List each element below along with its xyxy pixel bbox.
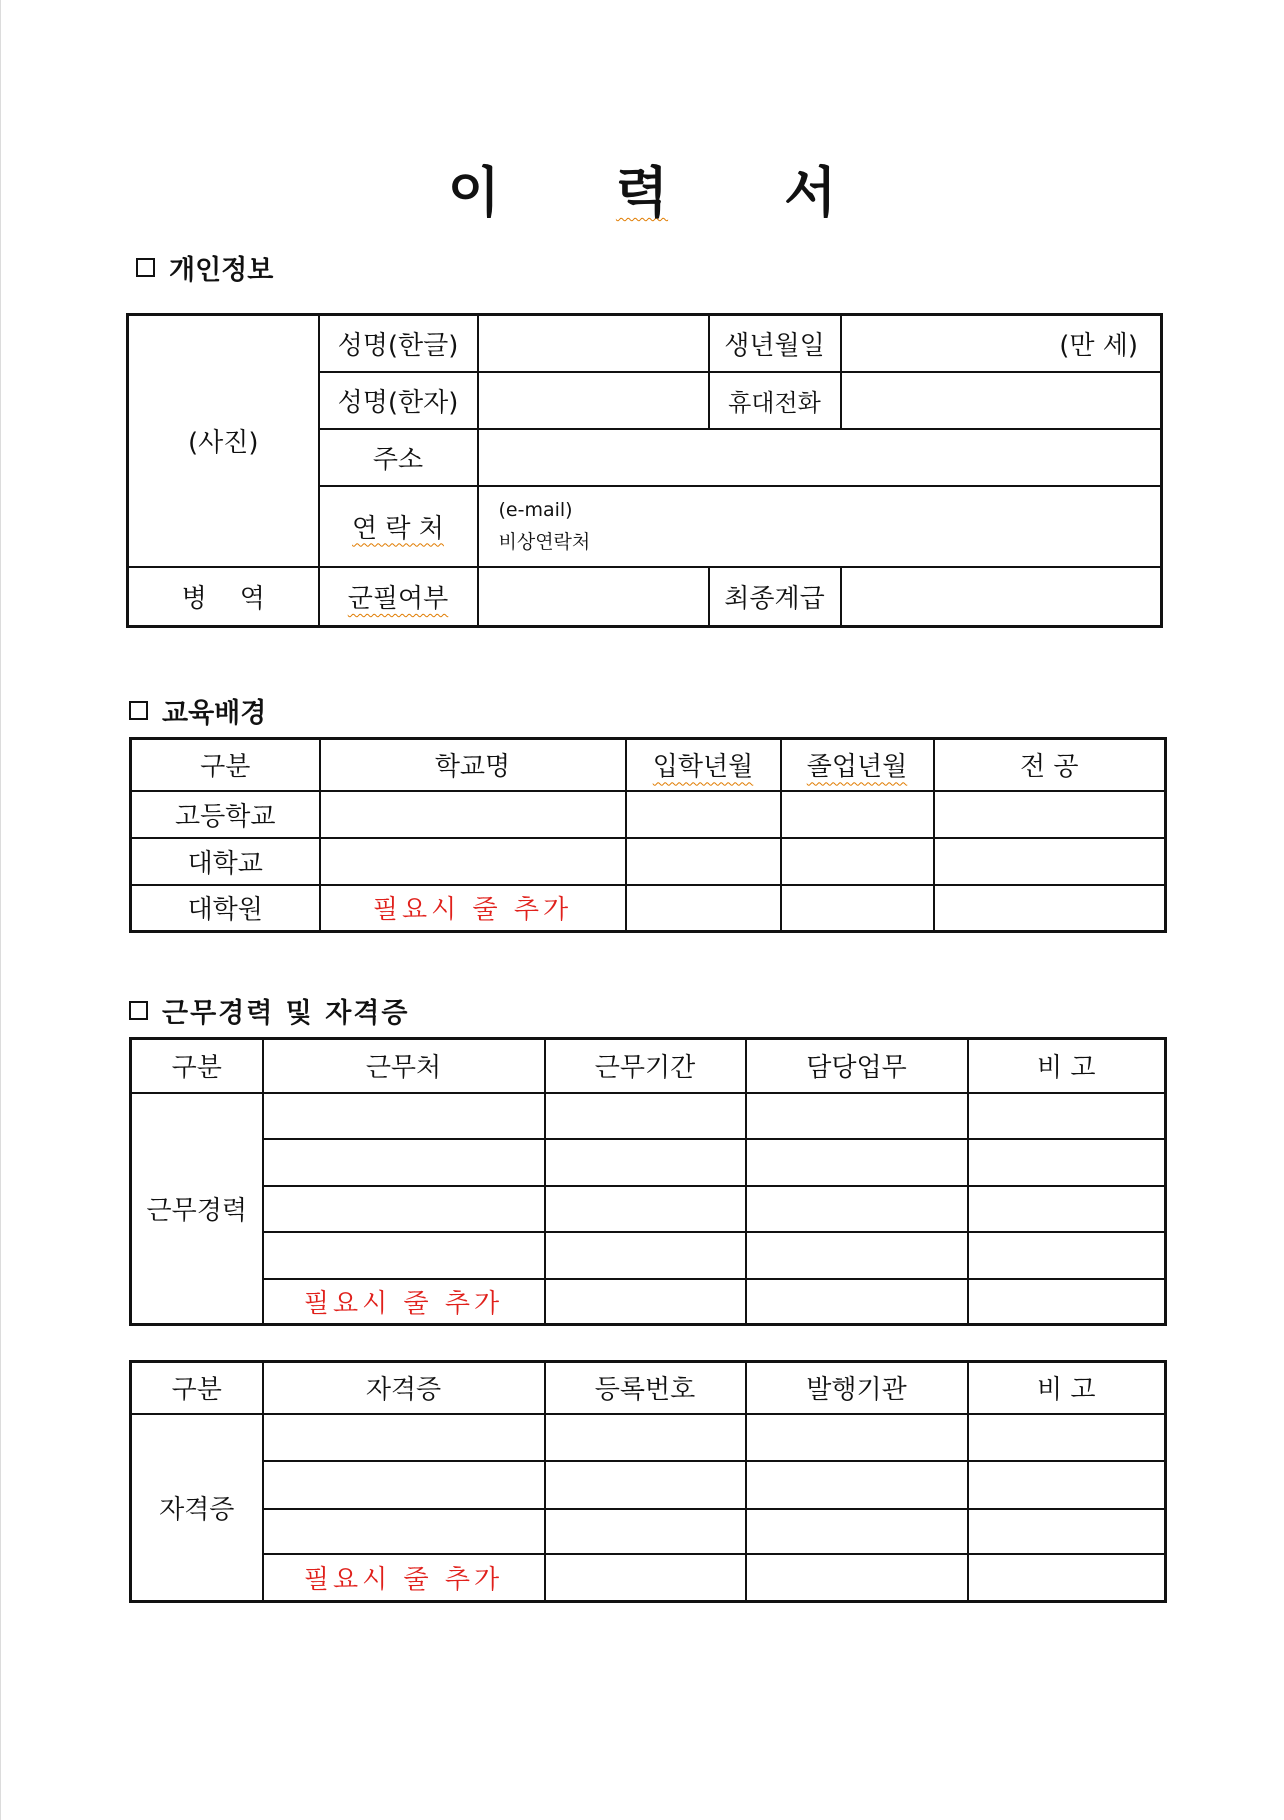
rank-field[interactable] — [841, 567, 1162, 627]
career-cell[interactable] — [968, 1139, 1166, 1186]
edu-cell[interactable] — [781, 885, 934, 932]
career-cell[interactable] — [263, 1232, 545, 1279]
career-cell[interactable] — [968, 1279, 1166, 1325]
license-cell[interactable] — [545, 1509, 746, 1554]
career-cell[interactable] — [545, 1186, 746, 1232]
edu-header-admit-text: 입학년월 — [652, 752, 754, 783]
edu-cell[interactable] — [626, 838, 781, 885]
edu-add-row-hint: 필요시 줄 추가 — [320, 885, 626, 932]
career-header-type: 구분 — [131, 1039, 263, 1093]
license-header-name: 자격증 — [263, 1362, 545, 1414]
license-header-number: 등록번호 — [545, 1362, 746, 1414]
mobile-field[interactable] — [841, 372, 1162, 429]
rank-label: 최종계급 — [709, 567, 841, 627]
contact-field[interactable] — [478, 486, 1162, 567]
edu-cell[interactable] — [781, 791, 934, 838]
military-done-field[interactable] — [478, 567, 709, 627]
edu-header-grad — [781, 739, 934, 791]
edu-cell[interactable] — [934, 838, 1166, 885]
career-table — [129, 1037, 1167, 1326]
section-career-title — [129, 991, 409, 1030]
license-cell[interactable] — [746, 1414, 968, 1461]
edu-cell[interactable] — [626, 791, 781, 838]
career-cell[interactable] — [263, 1186, 545, 1232]
career-cell[interactable] — [746, 1232, 968, 1279]
address-label: 주소 — [319, 429, 478, 486]
page-title — [0, 150, 1284, 227]
education-table — [129, 737, 1167, 933]
career-group-label: 근무경력 — [131, 1093, 263, 1325]
title-char-3: 서 — [784, 161, 837, 224]
license-cell[interactable] — [545, 1414, 746, 1461]
address-field[interactable] — [478, 429, 1162, 486]
name-kr-field[interactable] — [478, 315, 709, 372]
edu-row-high-label: 고등학교 — [131, 791, 320, 838]
section-personal-title — [136, 248, 273, 287]
edu-header-school: 학교명 — [320, 739, 626, 791]
photo-cell[interactable]: (사진) — [128, 315, 319, 567]
license-header-type: 구분 — [131, 1362, 263, 1414]
contact-label-text: 연 락 처 — [352, 513, 444, 544]
license-cell[interactable] — [968, 1509, 1166, 1554]
license-cell[interactable] — [545, 1554, 746, 1602]
title-char-1: 이 — [447, 161, 500, 224]
license-group-label: 자격증 — [131, 1414, 263, 1602]
contact-label — [319, 486, 478, 567]
license-table — [129, 1360, 1167, 1603]
edu-header-grad-text: 졸업년월 — [806, 752, 908, 783]
birth-label: 생년월일 — [709, 315, 841, 372]
edu-cell[interactable] — [781, 838, 934, 885]
mobile-label: 휴대전화 — [709, 372, 841, 429]
checkbox-icon — [129, 701, 148, 720]
edu-cell[interactable] — [320, 791, 626, 838]
career-header-duty: 담당업무 — [746, 1039, 968, 1093]
license-add-row-hint: 필요시 줄 추가 — [263, 1554, 545, 1602]
edu-cell[interactable] — [320, 838, 626, 885]
edu-cell[interactable] — [934, 791, 1166, 838]
edu-header-type: 구분 — [131, 739, 320, 791]
career-cell[interactable] — [968, 1093, 1166, 1139]
career-cell[interactable] — [263, 1093, 545, 1139]
checkbox-icon — [129, 1001, 148, 1020]
name-hanja-label: 성명(한자) — [319, 372, 478, 429]
section-education-label: 교육배경 — [162, 698, 267, 729]
edu-cell[interactable] — [934, 885, 1166, 932]
license-cell[interactable] — [746, 1554, 968, 1602]
career-cell[interactable] — [968, 1186, 1166, 1232]
license-cell[interactable] — [263, 1461, 545, 1509]
license-header-issuer: 발행기관 — [746, 1362, 968, 1414]
license-cell[interactable] — [968, 1461, 1166, 1509]
birth-field[interactable]: (만 세) — [841, 315, 1162, 372]
license-cell[interactable] — [545, 1461, 746, 1509]
section-education-title — [129, 691, 266, 730]
section-career-label: 근무경력 및 자격증 — [162, 998, 410, 1029]
edu-row-univ-label: 대학교 — [131, 838, 320, 885]
license-cell[interactable] — [746, 1509, 968, 1554]
license-cell[interactable] — [968, 1414, 1166, 1461]
edu-header-major: 전 공 — [934, 739, 1166, 791]
license-cell[interactable] — [746, 1461, 968, 1509]
section-personal-label: 개인정보 — [169, 255, 274, 286]
military-label: 병 역 — [128, 567, 319, 627]
military-done-text: 군필여부 — [347, 583, 449, 614]
career-cell[interactable] — [545, 1279, 746, 1325]
name-kr-label: 성명(한글) — [319, 315, 478, 372]
career-cell[interactable] — [263, 1139, 545, 1186]
edu-cell[interactable] — [626, 885, 781, 932]
checkbox-icon — [136, 258, 155, 277]
career-header-company: 근무처 — [263, 1039, 545, 1093]
career-cell[interactable] — [746, 1186, 968, 1232]
career-cell[interactable] — [545, 1093, 746, 1139]
career-header-note: 비 고 — [968, 1039, 1166, 1093]
edu-row-grad-label: 대학원 — [131, 885, 320, 932]
license-header-note: 비 고 — [968, 1362, 1166, 1414]
career-cell[interactable] — [746, 1279, 968, 1325]
career-cell[interactable] — [746, 1093, 968, 1139]
emergency-label: 비상연락처 — [498, 531, 591, 553]
title-char-2: 력 — [615, 161, 669, 224]
military-done-label — [319, 567, 478, 627]
career-cell[interactable] — [968, 1232, 1166, 1279]
career-cell[interactable] — [545, 1232, 746, 1279]
name-hanja-field[interactable] — [478, 372, 709, 429]
career-cell[interactable] — [746, 1139, 968, 1186]
personal-info-table — [126, 313, 1163, 628]
edu-header-admit — [626, 739, 781, 791]
email-label: (e-mail) — [498, 499, 573, 521]
career-header-period: 근무기간 — [545, 1039, 746, 1093]
career-add-row-hint: 필요시 줄 추가 — [263, 1279, 545, 1325]
license-cell[interactable] — [968, 1554, 1166, 1602]
license-cell[interactable] — [263, 1509, 545, 1554]
career-cell[interactable] — [545, 1139, 746, 1186]
license-cell[interactable] — [263, 1414, 545, 1461]
